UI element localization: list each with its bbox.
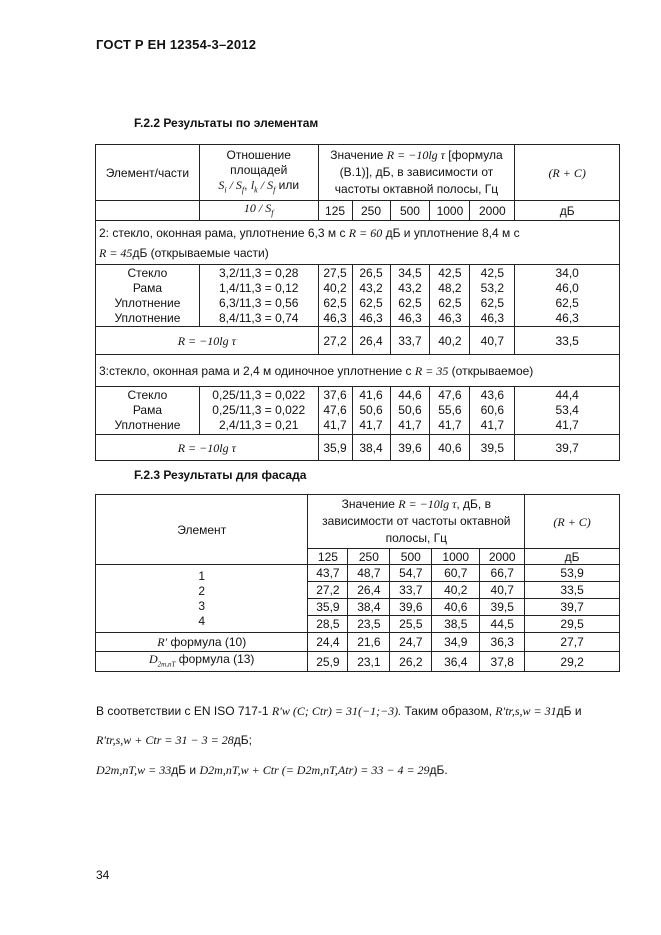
group1-total-250: 26,4 [352, 327, 390, 355]
header-ratio-alt: $10 / S_f$ [199, 201, 318, 221]
t2-formula10-label: R′ формула (10) [96, 633, 308, 652]
freq-1000: 1000 [430, 201, 470, 221]
t2-formula13-label: $D_{2m,nT}$ формула (13) [96, 652, 308, 672]
t2-f13-1000: 36,4 [432, 652, 480, 672]
group1-col-250: 26,5 43,2 62,5 46,3 [352, 265, 390, 327]
group2-total-500: 39,6 [390, 435, 430, 461]
group1-total-2000: 40,7 [470, 327, 515, 355]
group2-col-2000: 43,6 60,6 41,7 [470, 387, 515, 435]
t2-r1-2000: 66,7 [480, 565, 525, 582]
t2-header-sum: (R + C) [525, 495, 620, 549]
group1-col-125: 27,5 40,2 62,5 46,3 [318, 265, 352, 327]
group2-col-250: 41,6 50,6 41,7 [352, 387, 390, 435]
t2-header-sum-unit: дБ [525, 549, 620, 565]
group2-total-1000: 40,6 [430, 435, 470, 461]
t2-header-value: Значение R = −10lg τ, дБ, в зависимости от частоты октавной полосы, Гц [308, 495, 525, 549]
t2-r3-sum: 39,7 [525, 599, 620, 616]
group2-col-500: 44,6 50,6 41,7 [390, 387, 430, 435]
header-value: Значение R = −10lg τ [формула (В.1)], дБ, в зависимости от частоты октавной полосы, Гц [318, 145, 515, 201]
conclusion-line-1: В соответствии с EN ISO 717-1 R′w (C; Ctr) = 31(−1;−3). Таким образом, R′tr,s,w = 31дБ и [96, 704, 582, 718]
group1-col-1000: 42,5 48,2 62,5 46,3 [430, 265, 470, 327]
section-f23-title: F.2.3 Результаты для фасада [134, 468, 307, 482]
group2-col-sum: 44,4 53,4 41,7 [515, 387, 620, 435]
t2-f13-250: 23,1 [348, 652, 390, 672]
t2-r3-1000: 40,6 [432, 599, 480, 616]
t2-r2-500: 33,7 [390, 582, 432, 599]
header-element-blank [96, 201, 200, 221]
t2-r1-1000: 60,7 [432, 565, 480, 582]
t2-r1-250: 48,7 [348, 565, 390, 582]
group2-total-label: R = −10lg τ [96, 435, 319, 461]
group1-ratios: 3,2/11,3 = 0,28 1,4/11,3 = 0,12 6,3/11,3 = 0,56 8,4/11,3 = 0,74 [199, 265, 318, 327]
group1-col-2000: 42,5 53,2 62,5 46,3 [470, 265, 515, 327]
conclusion-line-2: R′tr,s,w + Ctr = 31 − 3 = 28дБ; [96, 733, 252, 747]
t2-r1-125: 43,7 [308, 565, 348, 582]
t2-f10-2000: 36,3 [480, 633, 525, 652]
group2-total-250: 38,4 [352, 435, 390, 461]
group2-col-1000: 47,6 55,6 41,7 [430, 387, 470, 435]
t2-r2-2000: 40,7 [480, 582, 525, 599]
t2-r2-125: 27,2 [308, 582, 348, 599]
t2-freq-125: 125 [308, 549, 348, 565]
t2-f13-500: 26,2 [390, 652, 432, 672]
header-sum: (R + C) [515, 145, 620, 201]
group2-labels: Стекло Рама Уплотнение [96, 387, 200, 435]
t2-f13-125: 25,9 [308, 652, 348, 672]
t2-f10-250: 21,6 [348, 633, 390, 652]
group1-col-500: 34,5 43,2 62,5 46,3 [390, 265, 430, 327]
conclusion-line-3: D2m,nT,w = 33дБ и D2m,nT,w + Ctr (= D2m,nT,Atr) = 33 − 4 = 29дБ. [96, 763, 448, 777]
group2-total-125: 35,9 [318, 435, 352, 461]
group2-title: 3:стекло, оконная рама и 2,4 м одиночное уплотнение с R = 35 (открываемое) [96, 355, 620, 387]
group1-total-sum: 33,5 [515, 327, 620, 355]
group1-col-sum: 34,0 46,0 62,5 46,3 [515, 265, 620, 327]
group1-labels: Стекло Рама Уплотнение Уплотнение [96, 265, 200, 327]
t2-f13-2000: 37,8 [480, 652, 525, 672]
t2-r4-sum: 29,5 [525, 616, 620, 633]
section-f22-title: F.2.2 Результаты по элементам [134, 116, 319, 130]
freq-2000: 2000 [470, 201, 515, 221]
t2-f10-1000: 34,9 [432, 633, 480, 652]
t2-freq-2000: 2000 [480, 549, 525, 565]
t2-r2-250: 26,4 [348, 582, 390, 599]
t2-f13-sum: 29,2 [525, 652, 620, 672]
group1-total-1000: 40,2 [430, 327, 470, 355]
element-results-table [95, 144, 620, 461]
group1-total-125: 27,2 [318, 327, 352, 355]
group2-total-sum: 39,7 [515, 435, 620, 461]
facade-results-table [95, 494, 620, 672]
t2-freq-500: 500 [390, 549, 432, 565]
t2-r3-2000: 39,5 [480, 599, 525, 616]
page-number: 34 [96, 868, 110, 882]
group2-col-125: 37,6 47,6 41,7 [318, 387, 352, 435]
t2-f10-sum: 27,7 [525, 633, 620, 652]
freq-500: 500 [390, 201, 430, 221]
header-element: Элемент/части [96, 145, 200, 201]
t2-r4-500: 25,5 [390, 616, 432, 633]
t2-f10-125: 24,4 [308, 633, 348, 652]
group2-total-2000: 39,5 [470, 435, 515, 461]
group1-title: 2: стекло, оконная рама, уплотнение 6,3 м с R = 60 дБ и уплотнение 8,4 м с R = 45дБ (открываемые части) [96, 221, 620, 265]
t2-freq-1000: 1000 [432, 549, 480, 565]
t2-r3-500: 39,6 [390, 599, 432, 616]
t2-r4-2000: 44,5 [480, 616, 525, 633]
t2-r4-250: 23,5 [348, 616, 390, 633]
group1-total-label: R = −10lg τ [96, 327, 319, 355]
t2-r1-sum: 53,9 [525, 565, 620, 582]
t2-r3-250: 38,4 [348, 599, 390, 616]
t2-f10-500: 24,7 [390, 633, 432, 652]
header-sum-unit: дБ [515, 201, 620, 221]
t2-row-labels: 1 2 3 4 [96, 565, 308, 633]
document-header: ГОСТ Р ЕН 12354-3–2012 [96, 37, 257, 52]
t2-r3-125: 35,9 [308, 599, 348, 616]
freq-250: 250 [352, 201, 390, 221]
t2-freq-250: 250 [348, 549, 390, 565]
t2-r2-sum: 33,5 [525, 582, 620, 599]
t2-r4-1000: 38,5 [432, 616, 480, 633]
freq-125: 125 [318, 201, 352, 221]
t2-r4-125: 28,5 [308, 616, 348, 633]
group1-total-500: 33,7 [390, 327, 430, 355]
t2-header-element: Элемент [96, 495, 308, 565]
t2-r1-500: 54,7 [390, 565, 432, 582]
t2-r2-1000: 40,2 [432, 582, 480, 599]
group2-ratios: 0,25/11,3 = 0,022 0,25/11,3 = 0,022 2,4/11,3 = 0,21 [199, 387, 318, 435]
header-area-ratio: Отношение площадей $S_i / S_f$, $l_k / S_f$ или [199, 145, 318, 201]
